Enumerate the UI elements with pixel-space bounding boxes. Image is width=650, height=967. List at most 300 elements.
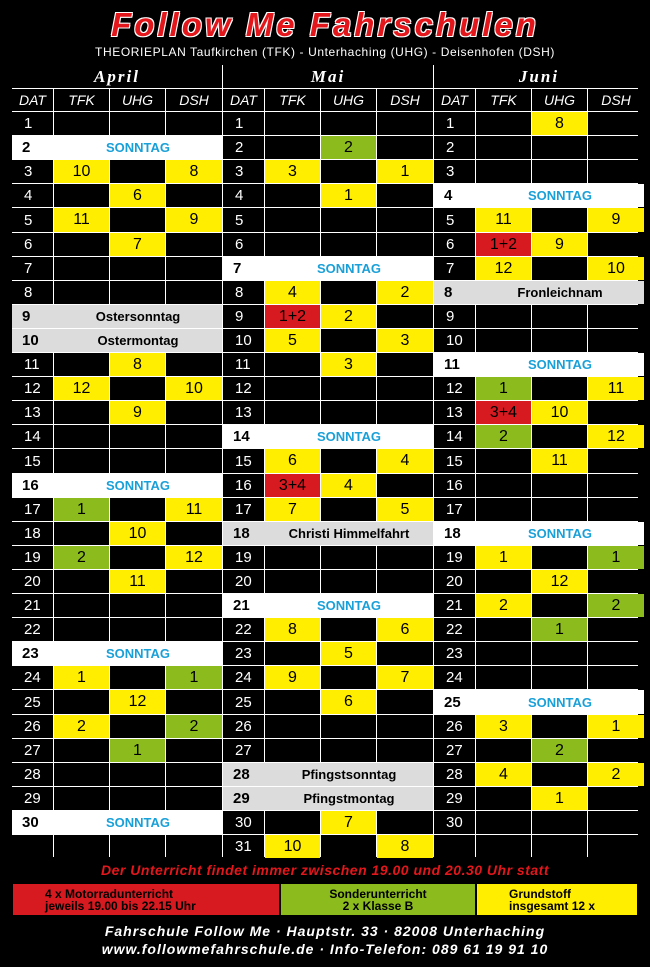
footer-address: Fahrschule Follow Me · Hauptstr. 33 · 82008 Unterhaching [104, 923, 546, 939]
legend-yellow [476, 883, 638, 916]
column-header-tfk: TFK [54, 89, 109, 111]
empty-cell [588, 401, 644, 424]
empty-cell [110, 666, 165, 689]
sunday-label: SONNTAG [54, 474, 222, 497]
empty-cell [265, 715, 320, 738]
day-number: 11 [12, 353, 53, 376]
day-number: 13 [12, 401, 53, 424]
lesson-tfk-cell: 2 [476, 594, 531, 617]
day-number: 6 [223, 233, 264, 256]
empty-cell [377, 233, 433, 256]
empty-cell [265, 642, 320, 665]
lesson-uhg-cell: 12 [532, 570, 587, 593]
empty-cell [377, 208, 433, 232]
empty-cell [265, 570, 320, 593]
empty-cell [532, 498, 587, 521]
sunday-label: SONNTAG [476, 353, 644, 376]
lesson-dsh-cell: 2 [588, 594, 644, 617]
lesson-tfk-cell: 12 [54, 377, 109, 400]
empty-cell [588, 112, 644, 135]
empty-cell [166, 690, 222, 714]
empty-cell [265, 208, 320, 232]
empty-cell [532, 763, 587, 786]
empty-cell [321, 160, 376, 183]
empty-cell [110, 425, 165, 448]
empty-cell [321, 329, 376, 352]
empty-cell [532, 257, 587, 280]
lesson-uhg-cell: 12 [110, 690, 165, 714]
empty-cell [166, 835, 222, 858]
empty-cell [54, 281, 109, 304]
empty-cell [321, 498, 376, 521]
day-number: 23 [434, 642, 475, 665]
lesson-uhg-cell: 6 [110, 184, 165, 207]
day-number: 7 [223, 257, 265, 280]
lesson-tfk-cell: 5 [265, 329, 320, 352]
holiday-label: Fronleichnam [476, 281, 644, 304]
day-number: 26 [434, 715, 475, 738]
lesson-tfk-cell: 1+2 [476, 233, 531, 256]
day-number: 14 [12, 425, 53, 448]
empty-cell [532, 546, 587, 569]
day-number: 30 [223, 811, 264, 834]
column-header-uhg: UHG [110, 89, 165, 111]
empty-cell [110, 208, 165, 232]
empty-cell [588, 160, 644, 183]
empty-cell [377, 739, 433, 762]
empty-cell [265, 136, 320, 159]
empty-cell [476, 739, 531, 762]
empty-cell [377, 811, 433, 834]
empty-cell [265, 546, 320, 569]
empty-cell [588, 811, 644, 834]
empty-cell [532, 594, 587, 617]
day-number: 23 [12, 642, 54, 665]
empty-cell [166, 401, 222, 424]
lesson-dsh-cell: 2 [588, 763, 644, 786]
empty-cell [110, 377, 165, 400]
lesson-dsh-cell: 10 [588, 257, 644, 280]
empty-cell [166, 594, 222, 617]
lesson-tfk-cell: 4 [476, 763, 531, 786]
empty-cell [321, 281, 376, 304]
column-header-uhg: UHG [321, 89, 376, 111]
empty-cell [54, 449, 109, 473]
day-number: 19 [223, 546, 264, 569]
lesson-tfk-cell: 6 [265, 449, 320, 473]
empty-cell [166, 522, 222, 545]
day-number: 9 [12, 305, 54, 328]
lesson-uhg-cell: 8 [532, 112, 587, 135]
day-number: 5 [434, 208, 475, 232]
sunday-label: SONNTAG [54, 642, 222, 665]
empty-cell [54, 594, 109, 617]
empty-cell [588, 787, 644, 810]
lesson-uhg-cell: 2 [321, 136, 376, 159]
day-number: 12 [12, 377, 53, 400]
lesson-tfk-cell: 1 [54, 498, 109, 521]
empty-cell [532, 666, 587, 689]
day-number: 10 [223, 329, 264, 352]
day-number: 2 [12, 136, 54, 159]
day-number: 25 [434, 690, 476, 714]
day-number: 10 [12, 329, 54, 352]
column-header-dsh: DSH [377, 89, 433, 111]
day-number: 18 [12, 522, 53, 545]
empty-cell [476, 570, 531, 593]
empty-cell [54, 184, 109, 207]
empty-cell [166, 618, 222, 641]
lesson-uhg-cell: 10 [532, 401, 587, 424]
empty-cell [377, 184, 433, 207]
legend-yellow-line1: Grundstoff [509, 886, 571, 901]
sunday-label: SONNTAG [265, 594, 433, 617]
day-number: 30 [12, 811, 54, 834]
day-number: 28 [223, 763, 265, 786]
day-number: 9 [223, 305, 264, 328]
day-number: 5 [223, 208, 264, 232]
column-header-dsh: DSH [166, 89, 222, 111]
lesson-tfk-cell: 10 [265, 835, 320, 858]
empty-cell [476, 305, 531, 328]
day-number: 24 [12, 666, 53, 689]
lesson-tfk-cell: 7 [265, 498, 320, 521]
day-number: 9 [434, 305, 475, 328]
legend-red-line1: 4 x Motorradunterricht [45, 886, 174, 901]
day-number: 6 [434, 233, 475, 256]
month-title: Juni [434, 65, 644, 88]
day-number: 20 [434, 570, 475, 593]
day-number: 8 [223, 281, 264, 304]
lesson-uhg-cell: 2 [321, 305, 376, 328]
empty-cell [110, 112, 165, 135]
poster-subtitle: THEORIEPLAN Taufkirchen (TFK) - Unterhaching (UHG) - Deisenhofen (DSH) [95, 45, 555, 59]
empty-cell [588, 136, 644, 159]
column-header-dat: DAT [223, 89, 264, 111]
empty-cell [476, 329, 531, 352]
lesson-uhg-cell: 1 [110, 739, 165, 762]
empty-cell [54, 233, 109, 256]
lesson-dsh-cell: 1 [166, 666, 222, 689]
class-time-notice: Der Unterricht findet immer zwischen 19.00 und 20.30 Uhr statt [100, 862, 549, 878]
month-title: April [12, 65, 222, 88]
lesson-uhg-cell: 3 [321, 353, 376, 376]
lesson-uhg-cell: 10 [110, 522, 165, 545]
empty-cell [476, 136, 531, 159]
empty-cell [588, 618, 644, 641]
empty-cell [476, 811, 531, 834]
lesson-tfk-cell: 2 [476, 425, 531, 448]
empty-cell [321, 377, 376, 400]
lesson-dsh-cell: 2 [377, 281, 433, 304]
day-number: 25 [223, 690, 264, 714]
empty-cell [54, 112, 109, 135]
day-number: 26 [223, 715, 264, 738]
legend-green-line2: 2 x Klasse B [342, 898, 414, 913]
holiday-label: Ostersonntag [54, 305, 222, 328]
lesson-tfk-cell: 12 [476, 257, 531, 280]
empty-cell [265, 377, 320, 400]
empty-cell [54, 763, 109, 786]
empty-cell [321, 112, 376, 135]
day-number: 8 [434, 281, 476, 304]
empty-cell [588, 305, 644, 328]
empty-cell [166, 570, 222, 593]
empty-cell [377, 715, 433, 738]
lesson-tfk-cell: 2 [54, 546, 109, 569]
day-number: 29 [434, 787, 475, 810]
lesson-tfk-cell: 1 [476, 546, 531, 569]
empty-cell [54, 787, 109, 810]
empty-cell [476, 835, 531, 858]
empty-cell [166, 281, 222, 304]
lesson-dsh-cell: 11 [166, 498, 222, 521]
lesson-tfk-cell: 1+2 [265, 305, 320, 328]
lesson-tfk-cell: 9 [265, 666, 320, 689]
lesson-uhg-cell: 11 [532, 449, 587, 473]
day-number: 1 [223, 112, 264, 135]
empty-cell [54, 618, 109, 641]
empty-cell [54, 257, 109, 280]
empty-cell [532, 474, 587, 497]
empty-cell [265, 112, 320, 135]
empty-cell [377, 690, 433, 714]
empty-cell [265, 401, 320, 424]
poster-title: Follow Me Fahrschulen [111, 6, 539, 43]
empty-cell [110, 498, 165, 521]
column-header-dsh: DSH [588, 89, 644, 111]
lesson-tfk-cell: 11 [476, 208, 531, 232]
empty-cell [588, 329, 644, 352]
day-number: 13 [223, 401, 264, 424]
empty-cell [265, 739, 320, 762]
empty-cell [265, 353, 320, 376]
legend-red-line2: jeweils 19.00 bis 22.15 Uhr [45, 898, 196, 913]
empty-cell [532, 208, 587, 232]
empty-cell [321, 835, 376, 858]
lesson-dsh-cell: 4 [377, 449, 433, 473]
day-number: 21 [12, 594, 53, 617]
holiday-label: Ostermontag [54, 329, 222, 352]
day-number [12, 835, 53, 858]
empty-cell [588, 739, 644, 762]
empty-cell [166, 353, 222, 376]
empty-cell [476, 112, 531, 135]
day-number: 7 [434, 257, 475, 280]
empty-cell [265, 233, 320, 256]
lesson-uhg-cell: 4 [321, 474, 376, 497]
lesson-uhg-cell: 1 [532, 618, 587, 641]
day-number: 14 [434, 425, 475, 448]
day-number: 28 [434, 763, 475, 786]
empty-cell [265, 184, 320, 207]
column-header-uhg: UHG [532, 89, 587, 111]
empty-cell [321, 208, 376, 232]
lesson-uhg-cell: 1 [532, 787, 587, 810]
empty-cell [54, 353, 109, 376]
empty-cell [265, 811, 320, 834]
empty-cell [110, 449, 165, 473]
lesson-tfk-cell: 2 [54, 715, 109, 738]
lesson-uhg-cell: 7 [110, 233, 165, 256]
empty-cell [377, 642, 433, 665]
empty-cell [476, 498, 531, 521]
empty-cell [321, 739, 376, 762]
day-number: 27 [434, 739, 475, 762]
day-number: 26 [12, 715, 53, 738]
lesson-dsh-cell: 9 [588, 208, 644, 232]
legend-green-line1: Sonderunterricht [329, 886, 427, 901]
empty-cell [588, 642, 644, 665]
day-number: 29 [223, 787, 265, 810]
empty-cell [476, 160, 531, 183]
empty-cell [321, 715, 376, 738]
empty-cell [54, 522, 109, 545]
empty-cell [532, 160, 587, 183]
day-number: 27 [223, 739, 264, 762]
empty-cell [321, 233, 376, 256]
lesson-uhg-cell: 6 [321, 690, 376, 714]
day-number: 7 [12, 257, 53, 280]
day-number: 1 [12, 112, 53, 135]
column-header-tfk: TFK [265, 89, 320, 111]
empty-cell [166, 763, 222, 786]
lesson-tfk-cell: 3+4 [476, 401, 531, 424]
empty-cell [476, 618, 531, 641]
lesson-dsh-cell: 7 [377, 666, 433, 689]
sunday-label: SONNTAG [54, 136, 222, 159]
legend-yellow-line2: insgesamt 12 x [509, 898, 596, 913]
empty-cell [588, 498, 644, 521]
lesson-tfk-cell: 1 [476, 377, 531, 400]
day-number: 11 [434, 353, 476, 376]
schedule-grid [12, 65, 638, 857]
empty-cell [532, 305, 587, 328]
sunday-label: SONNTAG [265, 425, 433, 448]
day-number: 16 [434, 474, 475, 497]
day-number: 19 [434, 546, 475, 569]
empty-cell [110, 160, 165, 183]
empty-cell [377, 136, 433, 159]
empty-cell [166, 257, 222, 280]
empty-cell [377, 305, 433, 328]
day-number: 22 [223, 618, 264, 641]
empty-cell [166, 449, 222, 473]
day-number: 12 [434, 377, 475, 400]
lesson-uhg-cell: 8 [110, 353, 165, 376]
lesson-uhg-cell: 11 [110, 570, 165, 593]
lesson-dsh-cell: 11 [588, 377, 644, 400]
empty-cell [476, 787, 531, 810]
empty-cell [588, 835, 644, 858]
day-number: 4 [434, 184, 476, 207]
empty-cell [321, 401, 376, 424]
day-number: 14 [223, 425, 265, 448]
sunday-label: SONNTAG [476, 690, 644, 714]
empty-cell [321, 546, 376, 569]
day-number: 15 [223, 449, 264, 473]
empty-cell [532, 136, 587, 159]
lesson-tfk-cell: 11 [54, 208, 109, 232]
legend-red [12, 883, 280, 916]
day-number: 22 [12, 618, 53, 641]
legend-green [280, 883, 476, 916]
lesson-tfk-cell: 3 [265, 160, 320, 183]
empty-cell [54, 739, 109, 762]
empty-cell [166, 184, 222, 207]
day-number: 20 [12, 570, 53, 593]
sunday-label: SONNTAG [54, 811, 222, 834]
lesson-tfk-cell: 1 [54, 666, 109, 689]
sunday-label: SONNTAG [265, 257, 433, 280]
day-number: 22 [434, 618, 475, 641]
empty-cell [110, 763, 165, 786]
day-number: 5 [12, 208, 53, 232]
empty-cell [588, 570, 644, 593]
day-number: 6 [12, 233, 53, 256]
empty-cell [110, 546, 165, 569]
month-title: Mai [223, 65, 433, 88]
day-number: 15 [12, 449, 53, 473]
lesson-tfk-cell: 3 [476, 715, 531, 738]
day-number: 16 [223, 474, 264, 497]
lesson-uhg-cell: 5 [321, 642, 376, 665]
lesson-dsh-cell: 12 [588, 425, 644, 448]
empty-cell [532, 715, 587, 738]
day-number: 31 [223, 835, 264, 858]
lesson-dsh-cell: 1 [588, 715, 644, 738]
lesson-dsh-cell: 8 [377, 835, 433, 858]
day-number: 17 [434, 498, 475, 521]
lesson-uhg-cell: 9 [110, 401, 165, 424]
empty-cell [166, 739, 222, 762]
day-number: 3 [223, 160, 264, 183]
column-header-dat: DAT [12, 89, 53, 111]
day-number: 28 [12, 763, 53, 786]
empty-cell [588, 474, 644, 497]
empty-cell [588, 449, 644, 473]
empty-cell [110, 281, 165, 304]
day-number: 2 [434, 136, 475, 159]
lesson-dsh-cell: 3 [377, 329, 433, 352]
lesson-tfk-cell: 3+4 [265, 474, 320, 497]
day-number: 12 [223, 377, 264, 400]
empty-cell [54, 425, 109, 448]
lesson-uhg-cell: 2 [532, 739, 587, 762]
empty-cell [110, 835, 165, 858]
day-number: 20 [223, 570, 264, 593]
holiday-label: Christi Himmelfahrt [265, 522, 433, 545]
holiday-label: Pfingstmontag [265, 787, 433, 810]
column-header-dat: DAT [434, 89, 475, 111]
empty-cell [476, 474, 531, 497]
day-number: 3 [12, 160, 53, 183]
column-header-tfk: TFK [476, 89, 531, 111]
empty-cell [532, 377, 587, 400]
lesson-dsh-cell: 2 [166, 715, 222, 738]
empty-cell [54, 835, 109, 858]
empty-cell [321, 449, 376, 473]
empty-cell [377, 112, 433, 135]
day-number: 17 [12, 498, 53, 521]
empty-cell [110, 715, 165, 738]
lesson-dsh-cell: 12 [166, 546, 222, 569]
empty-cell [588, 233, 644, 256]
empty-cell [321, 570, 376, 593]
day-number: 13 [434, 401, 475, 424]
empty-cell [110, 787, 165, 810]
day-number [434, 835, 475, 858]
